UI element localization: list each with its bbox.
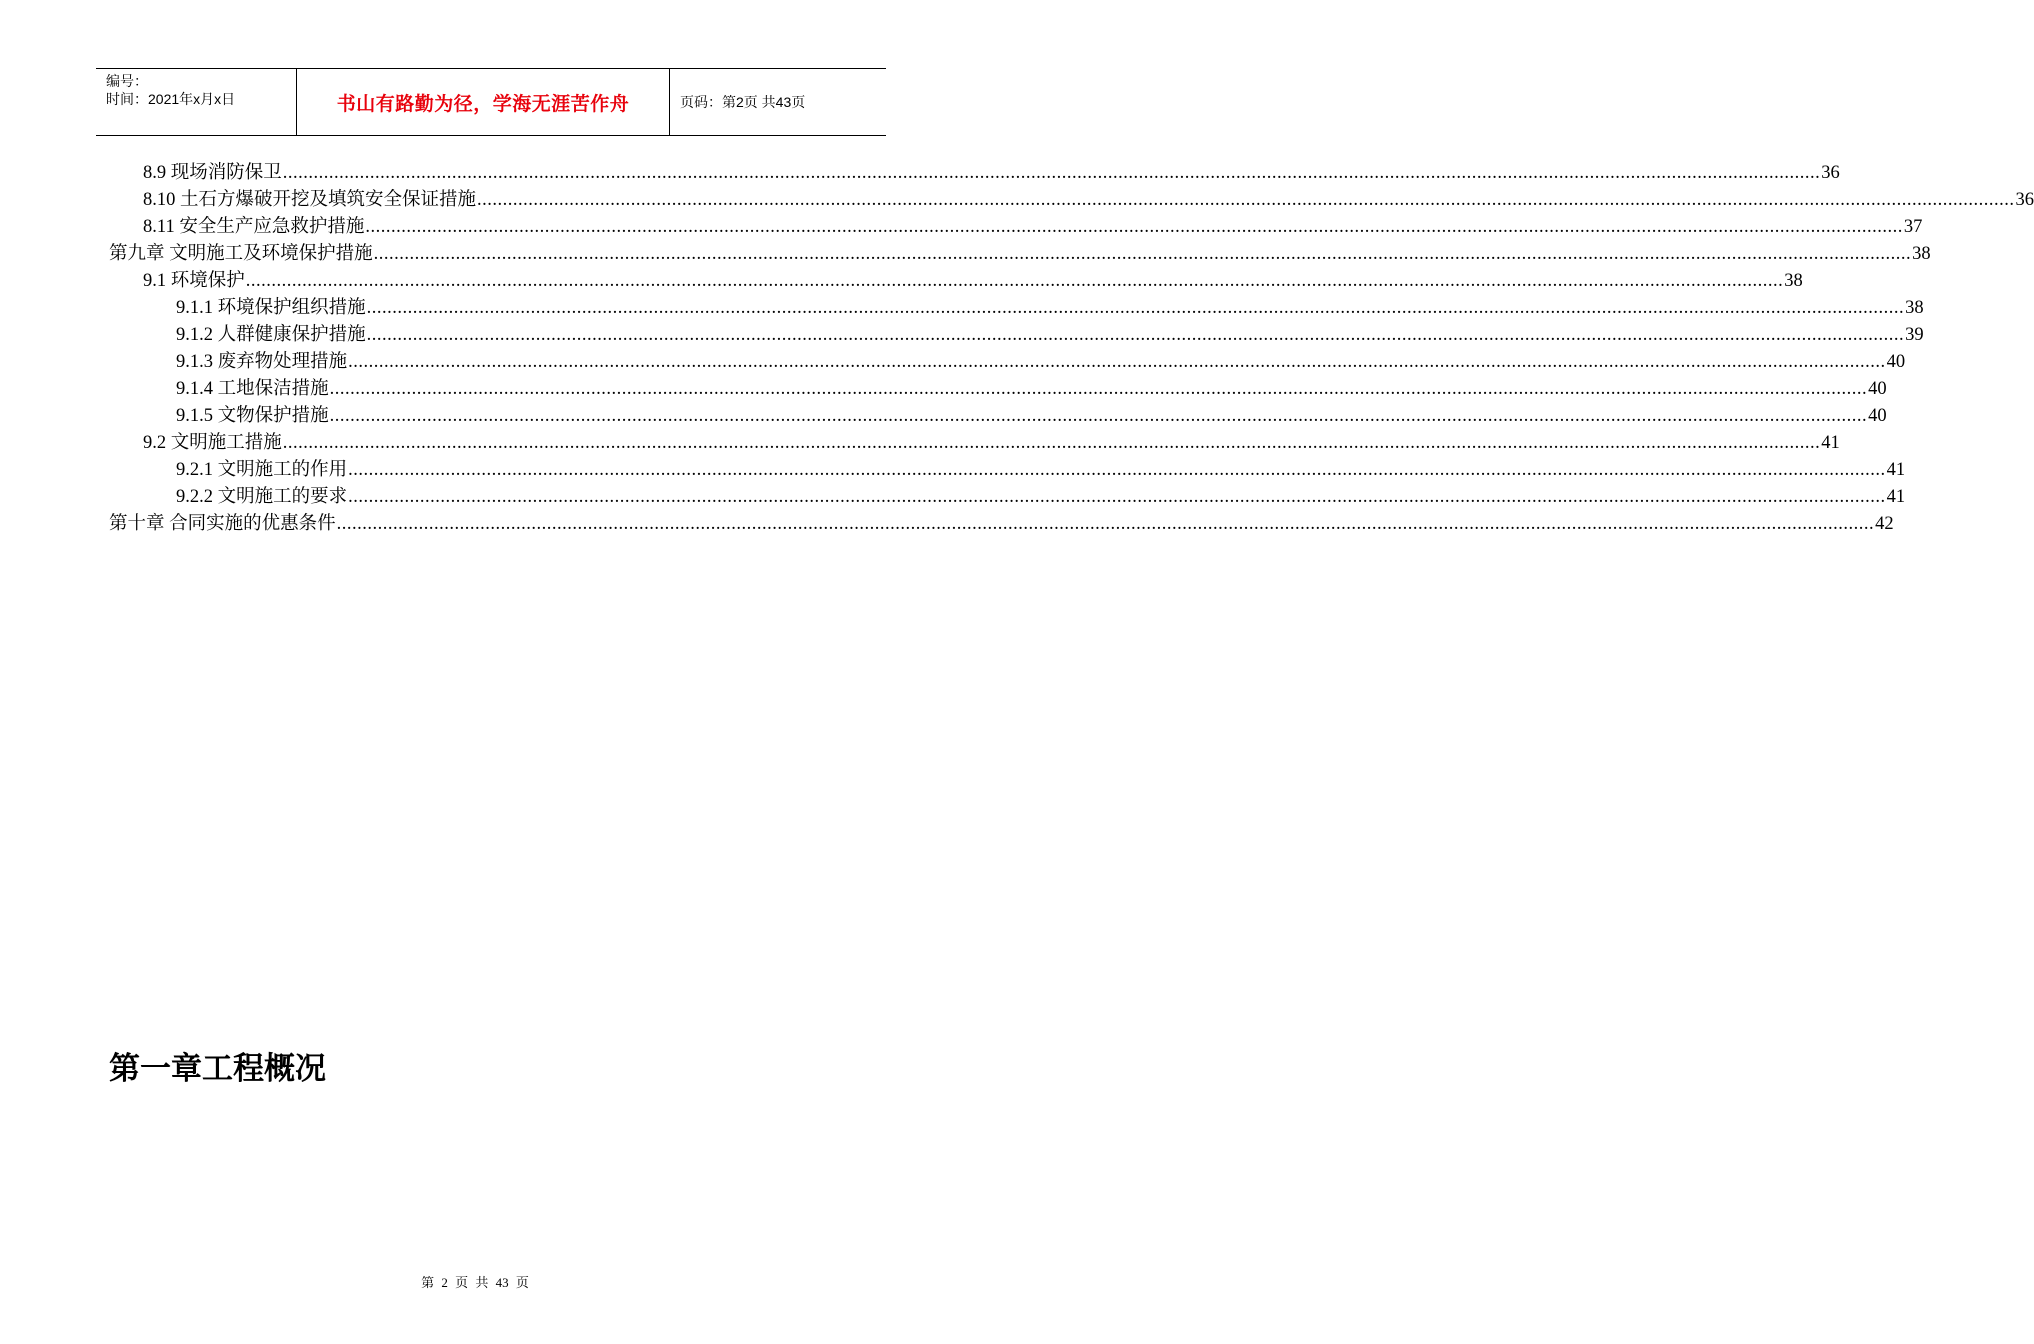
toc-entry-title: 9.1.2 人群健康保护措施 <box>176 325 366 345</box>
toc-leader-dots: ............................................................................................................................................................................................................................................................................................................ <box>329 379 1868 399</box>
toc-entry[interactable] <box>0 187 2034 214</box>
toc-entry-page: 39 <box>1905 325 1924 345</box>
toc-entry-title: 8.9 现场消防保卫 <box>143 163 282 183</box>
toc-entry[interactable] <box>0 457 1906 484</box>
toc-entry[interactable] <box>0 322 1924 349</box>
header-page-info <box>670 69 886 135</box>
toc-leader-dots: ............................................................................................................................................................................................................................................................................................................ <box>348 487 1886 507</box>
toc-entry[interactable] <box>0 268 1803 295</box>
toc-entry[interactable] <box>0 376 1887 403</box>
toc-entry[interactable] <box>0 403 1887 430</box>
time-label: 时间：2021年x月x日 <box>106 91 236 107</box>
toc-entry[interactable] <box>0 241 1931 268</box>
toc-entry-page: 38 <box>1912 244 1931 264</box>
toc-entry[interactable] <box>0 511 1894 538</box>
toc-leader-dots: ............................................................................................................................................................................................................................................................................................................ <box>365 217 1903 237</box>
toc-leader-dots: ............................................................................................................................................................................................................................................................................................................ <box>329 406 1868 426</box>
toc-entry-title: 9.2.1 文明施工的作用 <box>176 460 348 480</box>
toc-entry-page: 42 <box>1875 514 1894 534</box>
header-meta <box>96 69 297 135</box>
toc-leader-dots: ............................................................................................................................................................................................................................................................................................................ <box>245 271 1784 291</box>
toc-entry[interactable] <box>0 484 1906 511</box>
toc-entry-page: 36 <box>1821 163 1840 183</box>
header-motto <box>297 69 670 135</box>
toc-leader-dots: ............................................................................................................................................................................................................................................................................................................ <box>366 325 1905 345</box>
toc-entry[interactable] <box>0 349 1906 376</box>
toc-entry-page: 38 <box>1905 298 1924 318</box>
table-of-contents <box>0 160 2034 538</box>
page-header <box>96 68 886 136</box>
toc-entry-page: 41 <box>1886 487 1906 507</box>
toc-entry-page: 40 <box>1868 379 1887 399</box>
chapter-title: 第一章工程概况 <box>109 1051 326 1087</box>
toc-entry[interactable] <box>0 295 1924 322</box>
toc-leader-dots: ............................................................................................................................................................................................................................................................................................................ <box>373 244 1912 264</box>
toc-entry-page: 36 <box>2015 190 2034 210</box>
toc-entry-title: 9.2.2 文明施工的要求 <box>176 487 348 507</box>
toc-entry-page: 38 <box>1784 271 1803 291</box>
toc-entry-title: 9.1.5 文物保护措施 <box>176 406 329 426</box>
toc-entry-page: 40 <box>1886 352 1906 372</box>
toc-entry-title: 9.1 环境保护 <box>143 271 245 291</box>
toc-leader-dots: ............................................................................................................................................................................................................................................................................................................ <box>477 190 2015 210</box>
toc-entry[interactable] <box>0 430 1840 457</box>
motto-text: 书山有路勤为径，学海无涯苦作舟 <box>336 92 630 115</box>
toc-leader-dots: ............................................................................................................................................................................................................................................................................................................ <box>336 514 1875 534</box>
toc-entry-page: 41 <box>1886 460 1906 480</box>
toc-leader-dots: ............................................................................................................................................................................................................................................................................................................ <box>366 298 1905 318</box>
page-footer: 第 2 页 共 43 页 <box>421 1275 529 1290</box>
toc-entry[interactable] <box>0 160 1840 187</box>
toc-entry-title: 9.2 文明施工措施 <box>143 433 282 453</box>
serial-label: 编号： <box>106 73 148 89</box>
toc-entry-title: 8.10 土石方爆破开挖及填筑安全保证措施 <box>143 190 477 210</box>
toc-entry-page: 37 <box>1903 217 1923 237</box>
toc-entry-title: 第九章 文明施工及环境保护措施 <box>109 244 373 264</box>
toc-leader-dots: ............................................................................................................................................................................................................................................................................................................ <box>282 433 1821 453</box>
toc-entry-title: 8.11 安全生产应急救护措施 <box>143 217 365 237</box>
toc-leader-dots: ............................................................................................................................................................................................................................................................................................................ <box>282 163 1821 183</box>
toc-entry[interactable] <box>0 214 1923 241</box>
toc-entry-title: 9.1.1 环境保护组织措施 <box>176 298 366 318</box>
toc-leader-dots: ............................................................................................................................................................................................................................................................................................................ <box>348 352 1886 372</box>
toc-entry-title: 9.1.4 工地保洁措施 <box>176 379 329 399</box>
page-info-text: 页码：第2页 共43页 <box>680 94 806 110</box>
toc-leader-dots: ............................................................................................................................................................................................................................................................................................................ <box>348 460 1886 480</box>
toc-entry-page: 41 <box>1821 433 1840 453</box>
toc-entry-title: 第十章 合同实施的优惠条件 <box>109 514 336 534</box>
toc-entry-page: 40 <box>1868 406 1887 426</box>
toc-entry-title: 9.1.3 废弃物处理措施 <box>176 352 348 372</box>
